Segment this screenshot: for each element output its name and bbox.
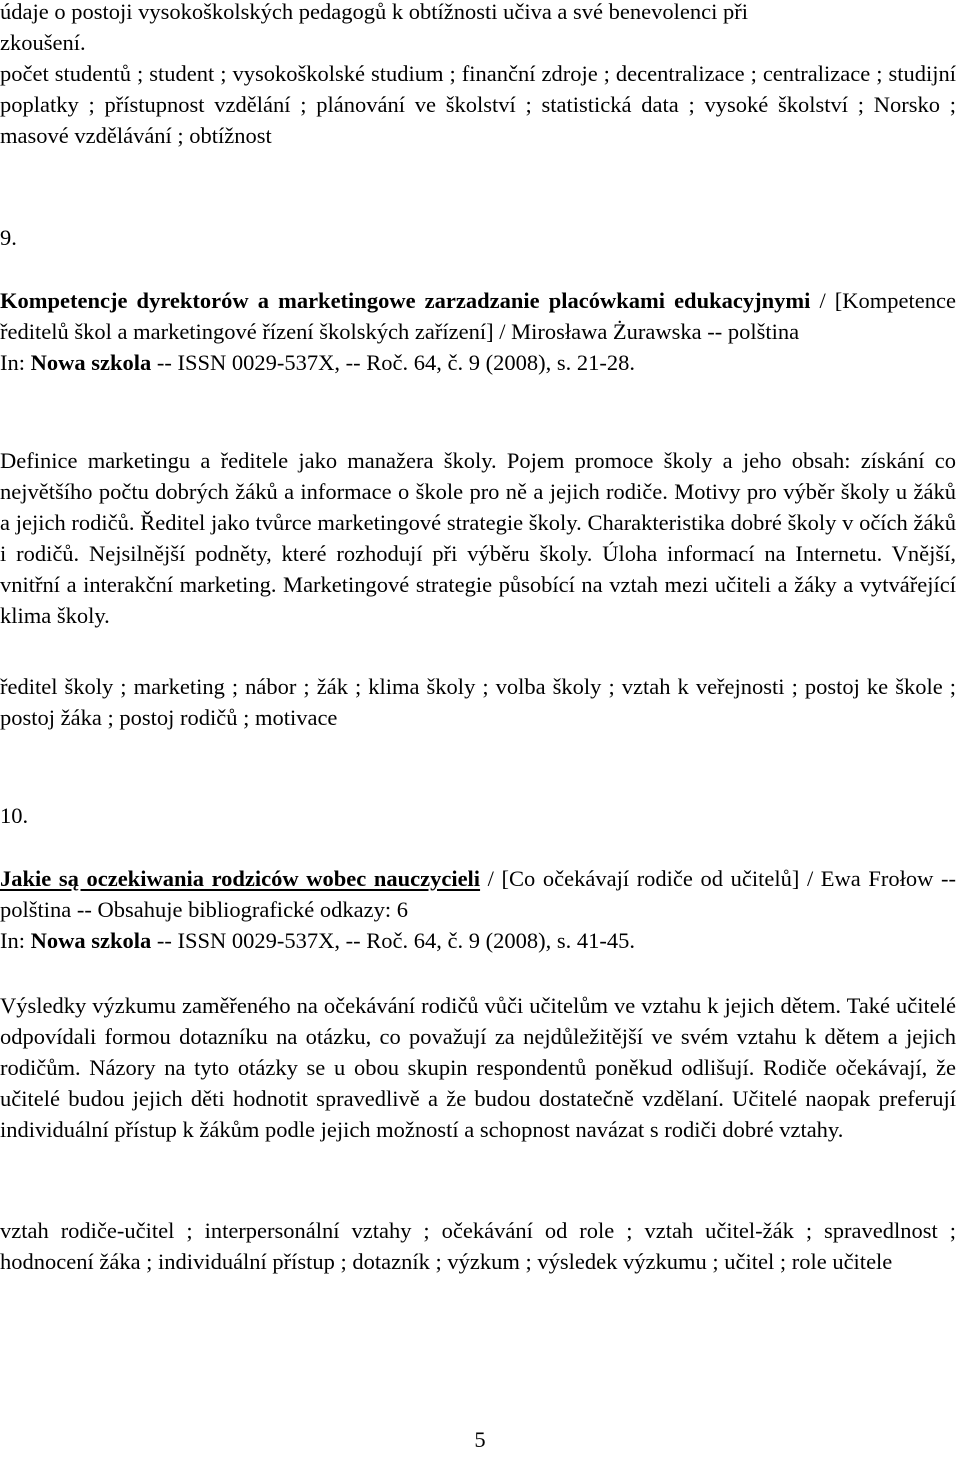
journal-name: Nowa szkola <box>30 928 152 953</box>
page-number: 5 <box>474 1427 486 1452</box>
entry-abstract: Definice marketingu a ředitele jako manažera školy. Pojem promoce školy a jeho obsah: získání co největšího počtu dobrých žáků a informace o škole pro ně a jejich rodiče. Motivy pro výběr školy u žáků a jejich rodičů. Ředitel jako tvůrce marketingové strategie školy. Charakteristika dobré školy v očích žáků i rodičů. Nejsilnější podněty, které rozhodují při výběru školy. Úloha informací na Internetu. Vnější, vnitřní a interakční marketing. Marketingové strategie působící na vztah mezi učiteli a žáky a vytvářející klima školy. <box>0 448 956 628</box>
entry-number: 9. <box>0 225 17 250</box>
entry-citation <box>0 863 956 956</box>
entry-source <box>0 925 956 956</box>
source-details: -- ISSN 0029-537X, -- Roč. 64, č. 9 (2008), s. 21-28. <box>151 350 635 375</box>
previous-abstract-line-1: údaje o postoji vysokoškolských pedagogů k obtížnosti učiva a své benevolenci při <box>0 0 748 24</box>
previous-entry-tail <box>0 0 956 151</box>
entry-keywords: ředitel školy ; marketing ; nábor ; žák ; klima školy ; volba školy ; vztah k veřejnosti ; postoj ke škole ; postoj žáka ; postoj rodičů ; motivace <box>0 674 956 730</box>
source-prefix: In: <box>0 928 31 953</box>
previous-keywords: počet studentů ; student ; vysokoškolské studium ; finanční zdroje ; decentralizace ; centralizace ; studijní poplatky ; přístupnost vzdělání ; plánování ve školství ; statistická data ; vysoké školství ; Norsko ; masové vzdělávání ; obtížnost <box>0 61 956 148</box>
entry-title: Jakie są oczekiwania rodziców wobec nauczycieli <box>0 866 481 891</box>
entry-keywords: vztah rodiče-učitel ; interpersonální vztahy ; očekávání od role ; vztah učitel-žák ; spravedlnost ; hodnocení žáka ; individuální přístup ; dotazník ; výzkum ; výsledek výzkumu ; učitel ; role učitele <box>0 1218 956 1274</box>
journal-name: Nowa szkola <box>30 350 152 375</box>
entry-abstract: Výsledky výzkumu zaměřeného na očekávání rodičů vůči učitelům ve vztahu k jejich dětem. Také učitelé odpovídali formou dotazníku na otázku, co považují za nejdůležitější ve svém vztahu k dětem a jejich rodičům. Názory na tyto otázky se u obou skupin respondentů poněkud odlišují. Rodiče očekávají, že učitelé budou jejich děti hodnotit spravedlivě a že budou dostatečně vzdělaní. Učitelé naopak preferují individuální přístup k žákům podle jejich možností a schopnost navázat s rodiči dobré vztahy. <box>0 993 956 1142</box>
entry-citation <box>0 285 956 378</box>
entry-source <box>0 347 956 378</box>
source-prefix: In: <box>0 350 31 375</box>
entry-number: 10. <box>0 803 29 828</box>
previous-abstract-line-2: zkoušení. <box>0 30 86 55</box>
entry-title-rest: / [Co očekávají rodiče od učitelů] / Ewa Frołow -- polština -- Obsahuje bibliografické odkazy: 6 <box>0 866 956 922</box>
entry-title: Kompetencje dyrektorów a marketingowe zarzadzanie placówkami edukacyjnymi <box>0 288 811 313</box>
source-details: -- ISSN 0029-537X, -- Roč. 64, č. 9 (2008), s. 41-45. <box>151 928 635 953</box>
entry-title-rest: / [Kompetence ředitelů škol a marketingové řízení školských zařízení] / Mirosława Żurawska -- polština <box>0 288 956 344</box>
